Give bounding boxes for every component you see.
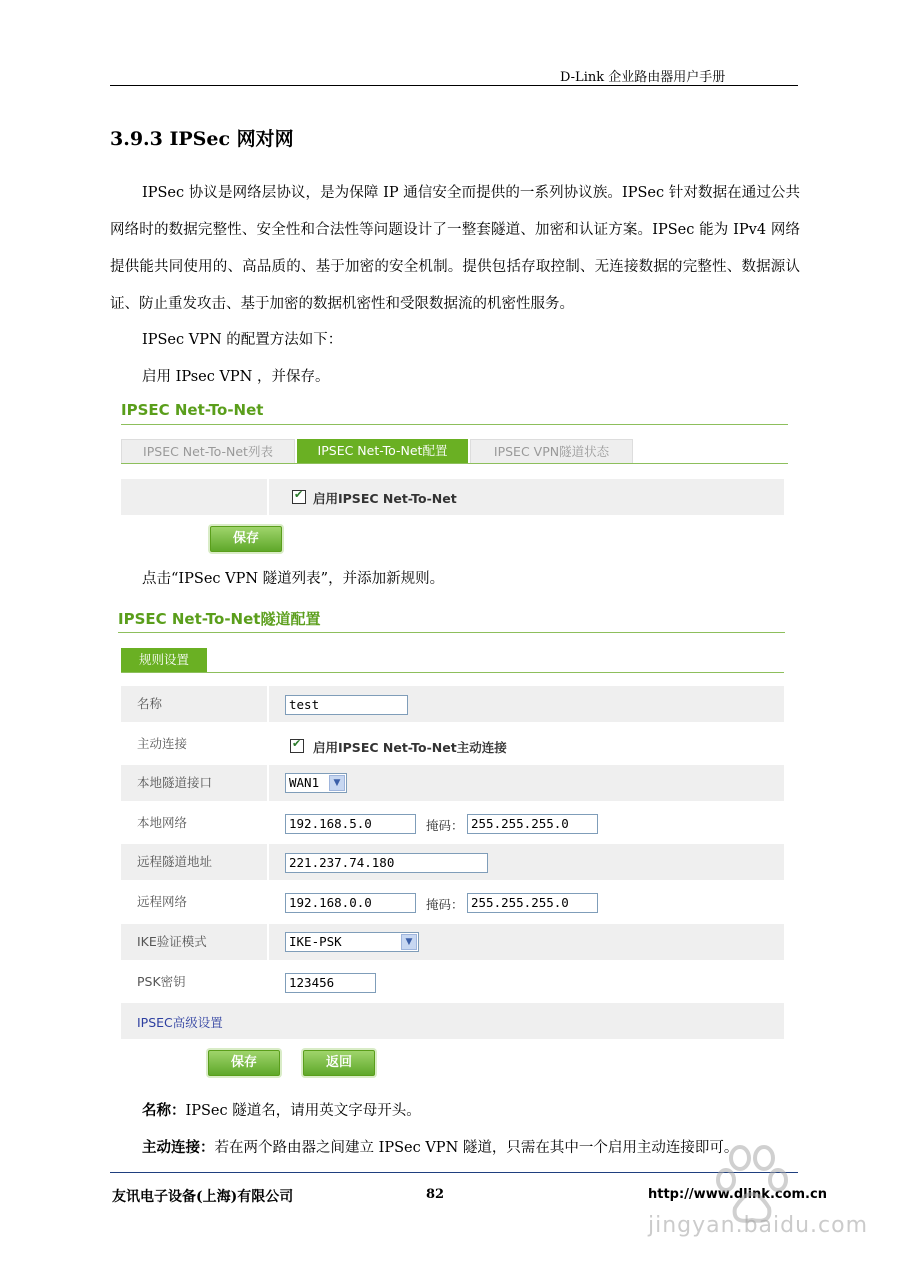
back-button[interactable]: 返回 <box>303 1050 375 1076</box>
panel2-title-rule <box>118 632 785 633</box>
active-connect-description: 主动连接：若在两个路由器之间建立 IPSec VPN 隧道，只需在其中一个启用主动连接即可。 <box>142 1140 739 1156</box>
remote-mask-label: 掩码： <box>426 897 464 912</box>
active-connect-label: 主动连接 <box>137 736 188 751</box>
name-description: 名称：IPSec 隧道名，请用英文字母开头。 <box>142 1103 421 1119</box>
ike-mode-label: IKE验证模式 <box>137 934 207 949</box>
intro-paragraph: IPSec 协议是网络层协议，是为保障 IP 通信安全而提供的一系列协议族。IPSec 针对数据在通过公共网络时的数据完整性、安全性和合法性等问题设计了一整套隧道、加密和认证方案。IPSec 能为 IPv4 网络提供能共同使用的、高品质的、基于加密的安全机制。提供包括存取控制、无连接数据的完整性、数据源认证、防止重发攻击、基于加密的数据机密性和受限数据流的机密性服务。 <box>110 185 800 312</box>
name-label: 名称 <box>137 696 163 711</box>
ike-mode-dropdown-icon[interactable]: ▼ <box>401 934 417 950</box>
name-input[interactable]: test <box>285 695 408 715</box>
local-interface-label: 本地隧道接口 <box>137 775 213 790</box>
local-mask-input[interactable]: 255.255.255.0 <box>467 814 598 834</box>
local-network-label: 本地网络 <box>137 815 188 830</box>
remote-address-label: 远程隧道地址 <box>137 854 213 869</box>
tab-net-to-net-config[interactable]: IPSEC Net-To-Net配置 <box>297 439 468 463</box>
watermark-text: jingyan.baidu.com <box>648 1213 869 1238</box>
tab-vpn-tunnel-status[interactable]: IPSEC VPN隧道状态 <box>470 439 633 463</box>
panel2-title: IPSEC Net-To-Net隧道配置 <box>118 610 321 628</box>
local-interface-dropdown-icon[interactable]: ▼ <box>329 775 345 791</box>
footer-url: http://www.dlink.com.cn <box>648 1187 827 1202</box>
ike-mode-row <box>121 924 784 960</box>
ipsec-advanced-link[interactable]: IPSEC高级设置 <box>137 1015 223 1030</box>
psk-label: PSK密钥 <box>137 974 186 989</box>
page-number: 82 <box>426 1187 445 1202</box>
local-interface-select[interactable]: WAN1 <box>285 773 347 793</box>
header-rule <box>110 85 798 86</box>
save-button[interactable]: 保存 <box>210 526 282 552</box>
psk-input[interactable]: 123456 <box>285 973 376 993</box>
remote-mask-input[interactable]: 255.255.255.0 <box>467 893 598 913</box>
enable-step-text: 启用 IPsec VPN ，并保存。 <box>142 369 330 385</box>
add-rule-text: 点击“IPSec VPN 隧道列表”，并添加新规则。 <box>142 571 445 587</box>
name-row <box>121 686 784 722</box>
enable-ipsec-checkbox[interactable] <box>292 490 306 504</box>
panel1-title-rule <box>121 424 788 425</box>
footer-company: 友讯电子设备(上海)有限公司 <box>112 1189 294 1205</box>
active-connect-checkbox[interactable] <box>290 739 304 753</box>
local-network-input[interactable]: 192.168.5.0 <box>285 814 416 834</box>
panel2-tab-rule <box>121 672 784 673</box>
config-method-text: IPSec VPN 的配置方法如下： <box>142 332 343 348</box>
save-button-2[interactable]: 保存 <box>208 1050 280 1076</box>
tab-rule-settings[interactable]: 规则设置 <box>121 648 207 672</box>
panel1-tab-rule <box>121 463 788 464</box>
local-interface-row <box>121 765 784 801</box>
active-connect-checkbox-label: 启用IPSEC Net-To-Net主动连接 <box>313 740 507 755</box>
tab-net-to-net-list[interactable]: IPSEC Net-To-Net列表 <box>121 439 295 463</box>
panel1-title: IPSEC Net-To-Net <box>121 401 264 419</box>
ike-mode-select[interactable]: IKE-PSK <box>285 932 419 952</box>
remote-address-input[interactable]: 221.237.74.180 <box>285 853 488 873</box>
remote-network-label: 远程网络 <box>137 894 188 909</box>
enable-ipsec-label: 启用IPSEC Net-To-Net <box>313 491 457 506</box>
psk-row <box>121 964 784 1000</box>
header-title: D-Link 企业路由器用户手册 <box>560 70 726 85</box>
remote-network-input[interactable]: 192.168.0.0 <box>285 893 416 913</box>
local-mask-label: 掩码： <box>426 818 464 833</box>
section-title: 3.9.3 IPSec 网对网 <box>110 128 294 150</box>
